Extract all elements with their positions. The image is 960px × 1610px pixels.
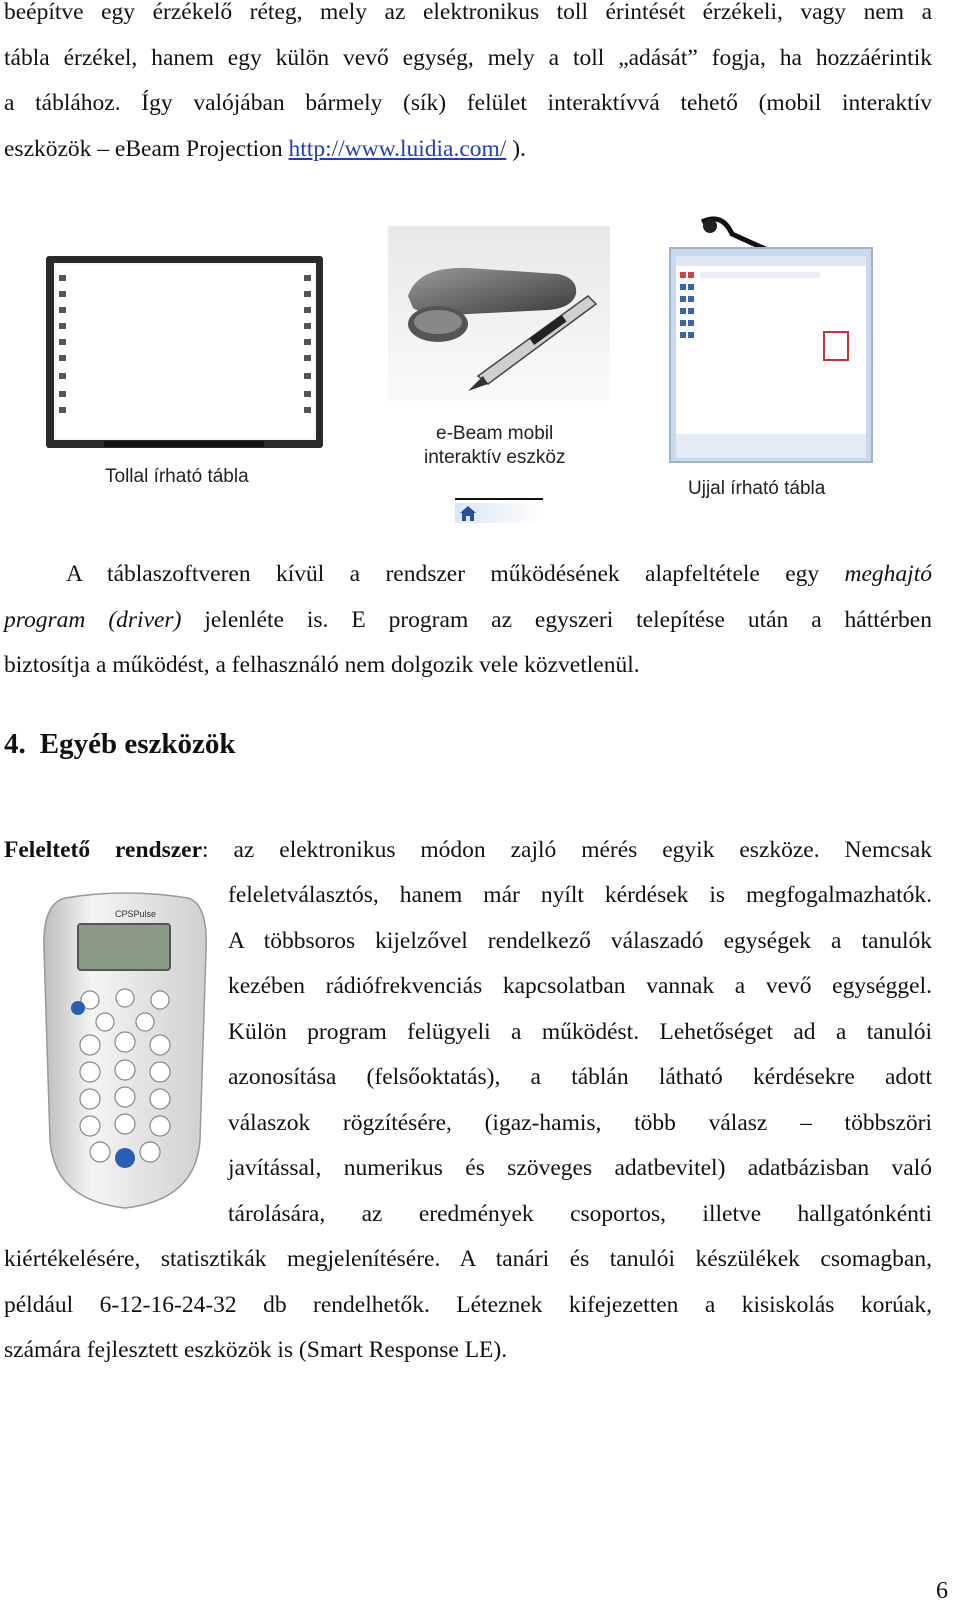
page-number: 6 bbox=[936, 1578, 948, 1604]
driver-line-2 bbox=[4, 598, 932, 644]
driver-lead: A táblaszoftveren kívül a rendszer működésének alapfeltétele egy bbox=[66, 561, 845, 587]
pen-board-image bbox=[44, 253, 326, 453]
intro-line-3: a táblához. Így valójában bármely (sík) felület interaktívvá tehető (mobil interaktív bbox=[4, 90, 932, 116]
clicker-figure bbox=[30, 890, 220, 1230]
pen-board-figure bbox=[44, 253, 326, 453]
response-wrapped-line: tárolására, az eredmények csoportos, illetve hallgatónkénti bbox=[228, 1200, 932, 1227]
response-wrapped-line: javítással, numerikus és szöveges adatbevitel) adatbázisban való bbox=[228, 1155, 932, 1181]
touch-board-figure bbox=[662, 212, 890, 470]
ebeam-caption-line-2: interaktív eszköz bbox=[424, 447, 566, 468]
touch-board-image bbox=[662, 212, 890, 470]
response-wrapped-line: A többsoros kijelzővel rendelkező válaszadó egységek a tanulók bbox=[228, 927, 932, 954]
ebeam-caption-line-1: e-Beam mobil bbox=[436, 423, 554, 444]
response-wrapped-line: feleletválasztós, hanem már nyílt kérdések is megfogalmazhatók. bbox=[228, 882, 932, 908]
response-wrapped-line: Külön program felügyeli a működést. Lehetőséget ad a tanulói bbox=[228, 1018, 932, 1045]
intro-line-4 bbox=[4, 127, 932, 173]
ebeam-device-image bbox=[388, 226, 610, 401]
intro-line-4-end: ). bbox=[506, 135, 526, 162]
response-full-text bbox=[4, 1237, 932, 1374]
intro-line-4-text: eszközök – eBeam Projection bbox=[4, 135, 289, 162]
home-icon bbox=[455, 503, 541, 523]
driver-term-2: program (driver) bbox=[4, 606, 182, 633]
clicker-device-image bbox=[30, 890, 220, 1230]
section-heading bbox=[4, 728, 236, 761]
ebeam-underline bbox=[455, 498, 543, 500]
remote-brand-label: CPSPulse bbox=[115, 909, 157, 919]
driver-line-1 bbox=[4, 552, 932, 598]
response-wrapped-line: azonosítása (felsőoktatás), a táblán látható kérdésekre adott bbox=[228, 1064, 932, 1090]
response-wrapped-text bbox=[228, 873, 932, 1237]
touch-board-caption: Ujjal írható tábla bbox=[688, 478, 826, 499]
response-term: Feleltető rendszer bbox=[4, 837, 203, 863]
section-number: 4. bbox=[4, 728, 26, 760]
response-full-line: kiértékelésére, statisztikák megjelenítésére. A tanári és tanulói készülékek csomagban, bbox=[4, 1246, 932, 1272]
driver-line-3: biztosítja a működést, a felhasználó nem dolgozik vele közvetlenül. bbox=[4, 652, 640, 678]
pen-board-caption: Tollal írható tábla bbox=[105, 466, 249, 487]
response-wrapped-line: válaszok rögzítésére, (igaz-hamis, több válasz – többszöri bbox=[228, 1109, 932, 1136]
luidia-link[interactable]: http://www.luidia.com/ bbox=[288, 135, 507, 162]
driver-term-1: meghajtó bbox=[844, 561, 932, 587]
intro-paragraph bbox=[4, 0, 932, 172]
response-first-line bbox=[4, 828, 932, 874]
response-full-line: számára fejlesztett eszközök is (Smart Response LE). bbox=[4, 1337, 508, 1363]
intro-line-1: beépítve egy érzékelő réteg, mely az elektronikus toll érintését érzékeli, vagy nem a bbox=[4, 0, 932, 25]
intro-line-2: tábla érzékel, hanem egy külön vevő egység, mely a toll „adását” fogja, ha hozzáérintik bbox=[4, 44, 932, 71]
ebeam-figure bbox=[388, 226, 610, 401]
response-full-line: például 6-12-16-24-32 db rendelhetők. Léteznek kifejezetten a kisiskolás korúak, bbox=[4, 1291, 932, 1318]
response-wrapped-line: kezében rádiófrekvenciás kapcsolatban vannak a vevő egységgel. bbox=[228, 973, 932, 999]
driver-rest: jelenléte is. E program az egyszeri telepítése után a háttérben bbox=[181, 606, 932, 633]
response-first-rest: : az elektronikus módon zajló mérés egyik eszköze. Nemcsak bbox=[202, 837, 932, 863]
section-title: Egyéb eszközök bbox=[39, 728, 236, 760]
driver-paragraph bbox=[4, 552, 932, 689]
